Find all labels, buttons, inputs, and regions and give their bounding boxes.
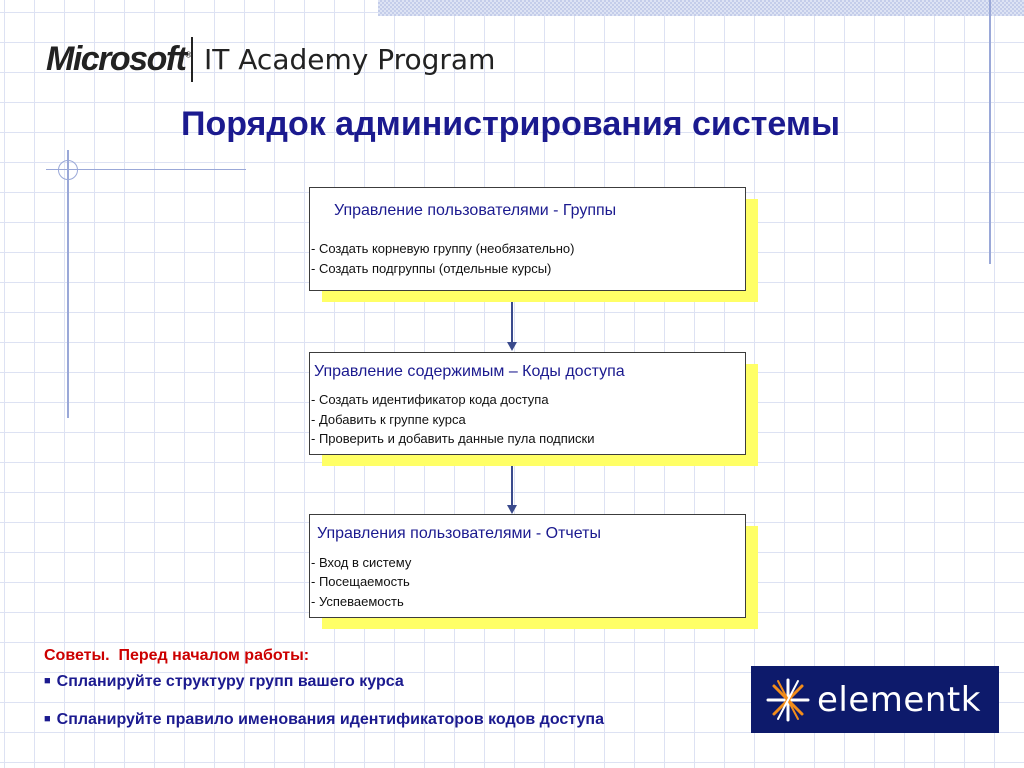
step-box-line: - Добавить к группе курса [311, 412, 466, 427]
step-box-groups [309, 187, 746, 291]
step-box-title: Управление содержимым – Коды доступа [314, 363, 625, 380]
flow-arrow-head [507, 342, 517, 351]
step-box-line: - Создать корневую группу (необязательно) [311, 241, 575, 256]
step-box-title: Управления пользователями - Отчеты [317, 525, 601, 542]
step-box-line: - Вход в систему [311, 555, 412, 570]
step-box-access-codes [309, 352, 746, 455]
step-box-title: Управление пользователями - Группы [334, 202, 617, 219]
tip-text: Спланируйте структуру групп вашего курса [56, 673, 404, 690]
square-bullet-icon: ■ [44, 675, 51, 687]
decor-circle [58, 160, 78, 180]
decor-vertical-line-right [989, 0, 991, 264]
elementk-logo-text: elementk [817, 680, 981, 720]
flow-arrow-line [511, 466, 513, 507]
flow-arrow-line [511, 302, 513, 344]
tip-text: Спланируйте правило именования идентификаторов кодов доступа [56, 711, 604, 728]
slide-title: Порядок администрирования системы [181, 105, 841, 143]
step-box-line: - Создать идентификатор кода доступа [311, 392, 549, 407]
elementk-logo [751, 666, 999, 733]
step-box-line: - Посещаемость [311, 574, 410, 589]
elementk-star-icon [763, 675, 813, 725]
tip-item [44, 673, 404, 691]
tip-item [44, 711, 604, 729]
top-decor-strip [378, 0, 1024, 16]
step-box-reports [309, 514, 746, 618]
microsoft-logo: Microsoft® [46, 40, 192, 78]
step-box-line: - Успеваемость [311, 594, 404, 609]
step-box-line: - Проверить и добавить данные пула подписки [311, 431, 595, 446]
decor-vertical-line-left [67, 150, 69, 418]
tips-heading: Советы. Перед началом работы: [44, 647, 310, 664]
square-bullet-icon: ■ [44, 713, 51, 725]
flow-arrow-head [507, 505, 517, 514]
step-box-line: - Создать подгруппы (отдельные курсы) [311, 261, 552, 276]
logo-separator [191, 37, 193, 82]
program-name: IT Academy Program [204, 43, 496, 76]
